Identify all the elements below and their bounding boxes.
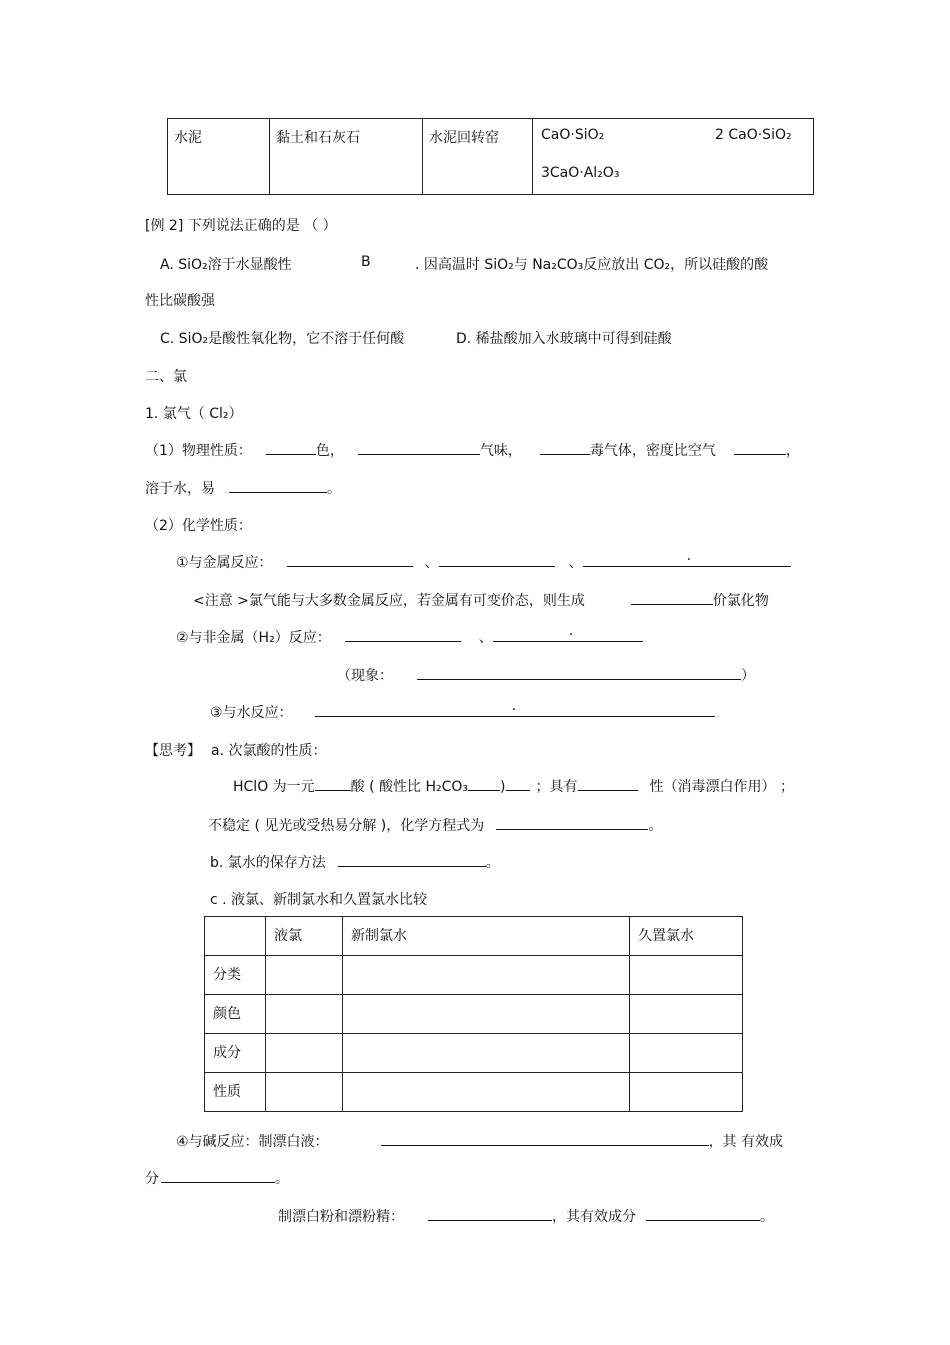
option-d: D. 稀盐酸加入水玻璃中可得到硅酸 (456, 331, 672, 347)
table-header: 液氯 (266, 917, 343, 956)
blank-equation[interactable] (496, 815, 648, 830)
section-heading: 二、氯 (145, 369, 187, 385)
period: 。 (485, 855, 500, 871)
close-paren: ） (741, 668, 755, 684)
table-row (205, 956, 743, 995)
nonmetal-reaction-line (176, 623, 643, 647)
blank-smell[interactable] (358, 440, 480, 455)
blank-bleach-powder[interactable] (428, 1206, 552, 1221)
table-cell-empty[interactable] (266, 956, 343, 995)
option-b-text: . 因高温时 SiO₂与 Na₂CO₃反应放出 CO₂，所以硅酸的酸 (415, 257, 769, 273)
label-dissolve: 溶于水，易 (145, 481, 215, 497)
table-row (205, 1034, 743, 1073)
bleach-powder-line (278, 1206, 774, 1226)
option-a: A. SiO₂溶于水显酸性 (160, 257, 292, 273)
blank-compare[interactable] (468, 776, 500, 791)
table-cell-empty[interactable] (343, 1034, 630, 1073)
note-line (193, 590, 769, 610)
blank-compare-tail[interactable] (506, 776, 530, 791)
blank-dissolve[interactable] (229, 478, 327, 493)
hclo-line (233, 776, 794, 796)
hclo-text-4: ；具有 (535, 779, 578, 795)
chlorine-comparison-table (204, 916, 743, 1112)
row-label: 性质 (205, 1073, 266, 1112)
note-text: <注意 >氯气能与大多数金属反应，若金属有可变价态，则生成 (193, 593, 585, 609)
table-cell-empty[interactable] (630, 956, 743, 995)
blank-acid-strength[interactable] (315, 776, 351, 791)
row-label: 成分 (205, 1034, 266, 1073)
separator: 、 (424, 555, 439, 571)
table-cell-empty[interactable] (343, 995, 630, 1034)
table-header: 新制氯水 (343, 917, 630, 956)
table-cell-empty[interactable] (343, 956, 630, 995)
comma: ， (785, 443, 800, 459)
table-cell-composition (533, 119, 814, 195)
table-cell-empty[interactable] (630, 1073, 743, 1112)
blank-bleach-liquid[interactable] (381, 1131, 709, 1146)
blank-valence[interactable] (631, 590, 713, 605)
blank-storage[interactable] (338, 852, 486, 867)
period: 。 (327, 481, 341, 497)
think-label: 【思考】 (145, 743, 201, 759)
option-b-label: B (361, 254, 371, 270)
composition-1a: CaO·SiO₂ (541, 127, 605, 143)
unstable-text: 不稳定 ( 见光或受热易分解 )，化学方程式为 (208, 818, 485, 834)
blank-water[interactable] (315, 698, 715, 717)
example2-title: [例 2] 下列说法正确的是 （ ） (145, 218, 337, 234)
physical-label: （1）物理性质： (145, 443, 252, 459)
note-tail: 价氯化物 (712, 593, 769, 609)
unstable-line (208, 815, 662, 835)
cement-table (167, 118, 814, 195)
blank-metal-1[interactable] (287, 552, 413, 567)
label-smell: 气味， (479, 443, 522, 459)
think-a-title: a. 次氯酸的性质： (211, 743, 327, 759)
table-header: 久置氯水 (630, 917, 743, 956)
table-cell-empty[interactable] (630, 1034, 743, 1073)
table-cell-empty[interactable] (266, 1073, 343, 1112)
blank-effective-2[interactable] (646, 1206, 760, 1221)
base-continued: 分 (145, 1171, 159, 1187)
metal-label: ①与金属反应： (176, 555, 273, 571)
hclo-text-3: ) (500, 779, 506, 795)
separator: 、 (478, 630, 493, 646)
phenomenon-line (337, 665, 755, 685)
separator: 、 (568, 555, 583, 571)
powder-mid: ，其有效成分 (552, 1209, 636, 1225)
powder-label: 制漂白粉和漂粉精： (278, 1209, 404, 1225)
period: 。 (275, 1171, 289, 1187)
blank-effective-1[interactable] (161, 1168, 275, 1183)
option-b-continued: 性比碳酸强 (145, 293, 215, 309)
hclo-text-1: HClO 为一元 (233, 779, 315, 795)
period: 。 (760, 1209, 774, 1225)
dot: . (686, 548, 692, 564)
blank-metal-3[interactable] (583, 548, 791, 567)
table-cell-empty[interactable] (266, 1034, 343, 1073)
table-cell-empty[interactable] (343, 1073, 630, 1112)
dot: . (511, 698, 517, 714)
blank-nonmetal-1[interactable] (345, 627, 461, 642)
dot: . (568, 623, 574, 639)
base-continued-line (145, 1168, 289, 1188)
compare-title: c . 液氯、新制氯水和久置氯水比较 (210, 892, 428, 908)
table-row (168, 119, 814, 195)
physical-properties-line (145, 440, 800, 460)
blank-nonmetal-2[interactable] (493, 623, 643, 642)
table-cell-empty[interactable] (266, 995, 343, 1034)
table-header-row (205, 917, 743, 956)
storage-line (210, 852, 500, 872)
table-row (205, 1073, 743, 1112)
label-toxic: 毒气体，密度比空气 (589, 443, 716, 459)
blank-density[interactable] (734, 440, 786, 455)
composition-2: 3CaO·Al₂O₃ (541, 165, 620, 181)
base-tail: ，其 有效成 (708, 1134, 784, 1150)
phenomenon-label: （现象： (337, 668, 393, 684)
row-label: 分类 (205, 956, 266, 995)
metal-reaction-line (176, 548, 791, 572)
blank-metal-2[interactable] (439, 552, 555, 567)
table-cell (205, 917, 266, 956)
table-cell: 黏土和石灰石 (270, 119, 423, 195)
row-label: 颜色 (205, 995, 266, 1034)
table-cell-empty[interactable] (630, 995, 743, 1034)
storage-text: b. 氯水的保存方法 (210, 855, 326, 871)
period: 。 (648, 818, 663, 834)
label-color: 色， (315, 443, 344, 459)
table-cell: 水泥回转窑 (423, 119, 533, 195)
option-c: C. SiO₂是酸性氧化物，它不溶于任何酸 (160, 331, 405, 347)
chlorine-heading: 1. 氯气（ Cl₂） (145, 406, 243, 422)
nonmetal-label: ②与非金属（H₂）反应： (176, 630, 331, 646)
hclo-text-2: 酸 ( 酸性比 H₂CO₃ (350, 779, 469, 795)
blank-property[interactable] (578, 776, 638, 791)
chemical-properties-label: （2）化学性质： (145, 518, 252, 534)
water-label: ③与水反应： (210, 705, 293, 721)
dissolve-line (145, 478, 341, 498)
base-label: ④与碱反应：制漂白液： (176, 1134, 329, 1150)
composition-1b: 2 CaO·SiO₂ (715, 127, 792, 143)
blank-color[interactable] (266, 440, 316, 455)
base-reaction-line (176, 1131, 783, 1151)
blank-toxic[interactable] (540, 440, 590, 455)
table-cell: 水泥 (168, 119, 270, 195)
blank-phenomenon[interactable] (417, 665, 741, 680)
table-row (205, 995, 743, 1034)
hclo-text-5: 性（消毒漂白作用） ； (649, 779, 794, 795)
water-reaction-line (210, 698, 715, 722)
